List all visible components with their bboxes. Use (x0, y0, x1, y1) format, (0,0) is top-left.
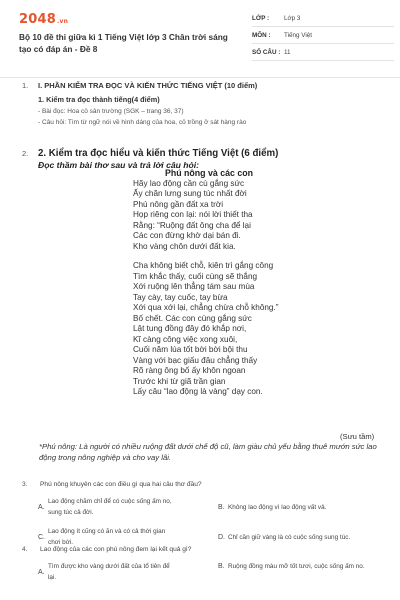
poem-line: Rõ ràng ông bố ấy khôn ngoan (133, 366, 246, 375)
reading-question-line: - Câu hỏi: Tìm từ ngữ nói về hình dáng của hoa, cỏ trồng ở sát hàng rào (38, 119, 247, 126)
subsection-title: 1. Kiểm tra đọc thành tiếng(4 điểm) (38, 95, 160, 104)
section-title: I. PHẦN KIỂM TRA ĐỌC VÀ KIẾN THỨC TIẾNG VIỆT (10 điểm) (38, 81, 258, 90)
option-text: Ruộng đồng màu mỡ tốt tươi, cuộc sống ấm no. (228, 563, 365, 570)
meta-row-subject (252, 27, 394, 44)
reading-line: - Bài đọc: Hoa cỏ sân trường (SGK – trang 36, 37) (38, 108, 184, 115)
poem-line: Phú nông gần đất xa trời (133, 199, 224, 209)
option-text: Không lao động vì lao động vất vả. (228, 504, 327, 511)
meta-table (252, 10, 394, 61)
poem-line: Họp riêng con lại: nói lời thiết tha (133, 210, 253, 219)
poem-line: Xới ruộng lên thẳng tám sau mùa (133, 282, 255, 291)
question-number: 3. (22, 481, 28, 488)
poem-line: Kĩ càng công việc xong xuôi, (133, 334, 238, 344)
instruction: Đọc thầm bài thơ sau và trả lời câu hỏi: (38, 160, 200, 170)
poem-line: Rằng: “Ruộng đất ông cha để lại (133, 220, 251, 230)
poem-stanza-1 (133, 179, 373, 253)
section-title: 2. Kiểm tra đọc hiểu và kiến thức Tiếng Việt (6 điểm) (38, 148, 279, 159)
poem-line: Vàng với bạc giấu đâu chẳng thấy (133, 355, 258, 365)
question-number: 1. (22, 81, 29, 90)
question-text: Lao động của các con phú nông đem lại kết quả gì? (40, 546, 192, 553)
document-title: Bộ 10 đề thi giữa kì 1 Tiếng Việt lớp 3 Chân trời sáng tạo có đáp án - Đề 8 (19, 32, 228, 54)
page-header (0, 0, 400, 78)
poem-line: Cha không biết chỗ, kiên trì gắng công (133, 261, 274, 270)
option-letter: C. (38, 533, 45, 541)
poem-line: Ấy chăn lưng sung túc nhất đời (133, 189, 247, 198)
meta-label: LỚP : (252, 14, 270, 22)
poem-line: Cuối năm lúa tốt bời bời bội thu (133, 345, 248, 354)
poem-line: Trước khi từ giã trần gian (133, 376, 226, 386)
meta-value: Tiếng Việt (284, 31, 313, 39)
header-divider (0, 77, 400, 78)
option-letter: A. (38, 568, 45, 576)
option-text: Tìm được kho vàng dưới đất của tổ tiên để lại. (48, 563, 170, 581)
poem-line: Tìm khắc thấy, cuối cùng sẽ thắng (133, 271, 258, 281)
vocabulary-note: *Phú nông: Là người có nhiều ruộng đất dưới chế độ cũ, làm giàu chủ yếu bằng thuê mướn sức lao động trong nông nghiệp và cho vay lãi. (39, 442, 377, 462)
option-letter: A. (38, 503, 45, 511)
option-a[interactable] (38, 561, 218, 583)
site-logo[interactable] (19, 12, 68, 27)
question-number: 2. (22, 149, 29, 158)
poem-line: Kho vàng chôn dưới đất kia. (133, 241, 236, 251)
option-text: Lao động chăm chỉ để có cuộc sống ấm no, sung túc cả đời. (48, 498, 172, 516)
option-d[interactable] (218, 532, 350, 543)
option-text: Chỉ cần giữ vàng là có cuộc sống sung túc. (228, 534, 351, 541)
poem-line: Các con đừng khờ dại bán đi. (133, 231, 241, 240)
poem-line: Hãy lao động cần cù gắng sức (133, 178, 245, 188)
poem-line: Tay cày, tay cuốc, tay bừa (133, 292, 228, 302)
meta-row-question-count (252, 44, 394, 61)
logo-text: 2048 (19, 12, 56, 27)
meta-value: Lớp 3 (284, 14, 301, 22)
poem-title: Phú nông và các con (165, 168, 253, 178)
option-letter: B. (218, 563, 225, 570)
question-3 (22, 481, 394, 546)
poem-line: Lật tung đồng đây đó khắp nơi, (133, 324, 247, 333)
option-letter: D. (218, 534, 225, 541)
option-b[interactable] (218, 502, 326, 513)
question-number: 4. (22, 546, 28, 553)
option-b[interactable] (218, 561, 378, 572)
poem-stanza-2 (133, 261, 373, 398)
poem-line: Lấy câu “lao động là vàng” dạy con. (133, 387, 263, 396)
question-2 (22, 148, 394, 170)
meta-label: MÔN : (252, 31, 271, 39)
question-4 (22, 546, 394, 581)
meta-label: SỐ CÂU : (252, 48, 281, 56)
poem-source: (Sưu tầm) (340, 432, 375, 441)
poem-line: Bố chết. Các con cùng gắng sức (133, 313, 252, 323)
meta-value: 11 (284, 48, 291, 56)
option-c[interactable] (38, 526, 218, 548)
option-letter: B. (218, 504, 225, 511)
option-a[interactable] (38, 496, 218, 518)
option-text: Lao động ít cũng có ăn và có cả thời gian chơi bời. (48, 528, 166, 546)
poem-line: Xới qua xới lại, chẳng chừa chỗ không.” (133, 303, 279, 312)
meta-row-class (252, 10, 394, 27)
poem (133, 168, 373, 398)
logo-suffix: .vn (56, 18, 69, 25)
question-text: Phú nông khuyên các con điều gì qua hai câu thơ đầu? (40, 481, 202, 488)
question-1 (22, 81, 382, 126)
